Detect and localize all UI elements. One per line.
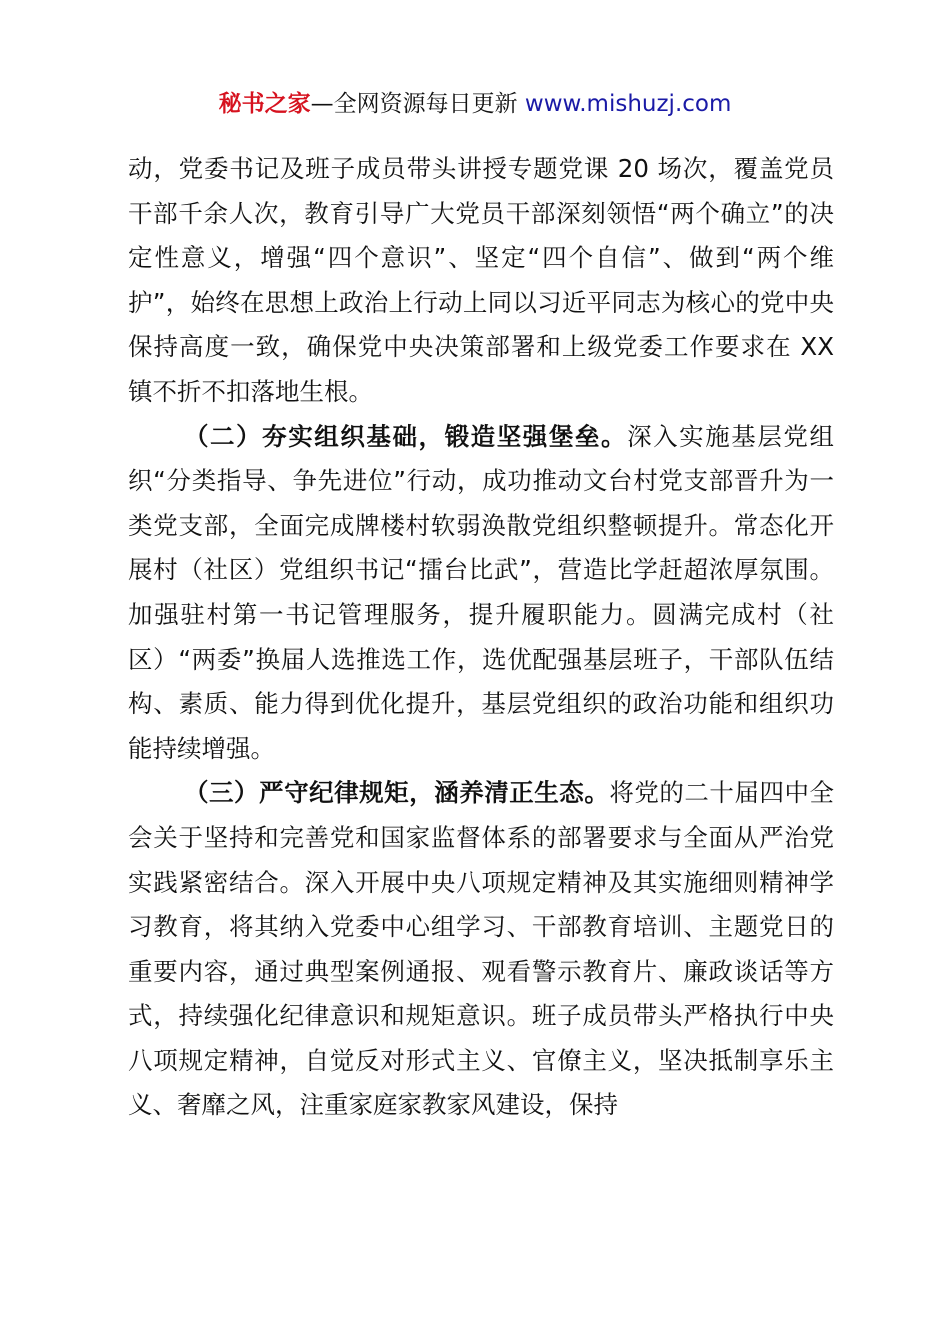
paragraph-continuation — [128, 147, 834, 415]
paragraph-section-2 — [128, 415, 834, 772]
site-brand: 秘书之家 — [218, 91, 311, 117]
site-header — [0, 86, 950, 122]
site-url[interactable]: www.mishuzj.com — [524, 91, 732, 117]
section-heading: （三）严守纪律规矩，涵养清正生态。 — [184, 778, 610, 808]
paragraph-text: 将党的二十届四中全会关于坚持和完善党和国家监督体系的部署要求与全面从严治党实践紧密结合。深入开展中央八项规定精神及其实施细则精神学习教育，将其纳入党委中心组学习、干部教育培训、主题党日的重要内容，通过典型案例通报、观看警示教育片、廉政谈话等方式，持续强化纪律意识和规矩意识。班子成员带头严格执行中央八项规定精神，自觉反对形式主义、官僚主义，坚决抵制享乐主义、奢靡之风，注重家庭家教家风建设，保持 — [128, 778, 835, 1120]
paragraph-section-3 — [128, 771, 834, 1128]
paragraph-text: 动，党委书记及班子成员带头讲授专题党课 20 场次，覆盖党员干部千余人次，教育引导广大党员干部深刻领悟“两个确立”的决定性意义，增强“四个意识”、坚定“四个自信”、做到“两个维护”，始终在思想上政治上行动上同以习近平同志为核心的党中央保持高度一致，确保党中央决策部署和上级党委工作要求在 XX 镇不折不扣落地生根。 — [128, 154, 834, 406]
section-heading: （二）夯实组织基础，锻造坚强堡垒。 — [184, 421, 628, 451]
paragraph-text: 深入实施基层党组织“分类指导、争先进位”行动，成功推动文台村党支部晋升为一类党支部，全面完成牌楼村软弱涣散党组织整顿提升。常态化开展村（社区）党组织书记“擂台比武”，营造比学赶超浓厚氛围。加强驻村第一书记管理服务，提升履职能力。圆满完成村（社区）“两委”换届人选推选工作，选优配强基层班子，干部队伍结构、素质、能力得到优化提升，基层党组织的政治功能和组织功能持续增强。 — [128, 421, 834, 763]
site-tagline: —全网资源每日更新 — [310, 91, 525, 117]
document-body — [128, 147, 834, 1128]
